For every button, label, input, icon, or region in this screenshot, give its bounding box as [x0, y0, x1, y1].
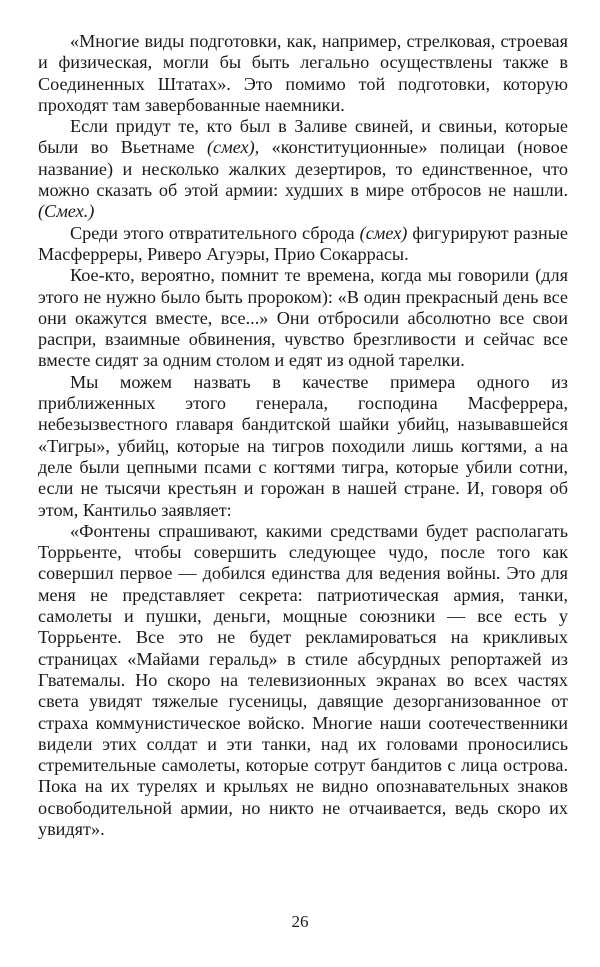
paragraph-text: Кое-кто, вероятно, помнит те времена, когда мы говорили (для этого не нужно было быть пророком): «В один прекрасный день все они окажутся вместе, все...» Они отбросили абсолютно все свои распри, взаимные обвинения, чувство брезгливости и сейчас все вместе сидят за одним столом и едят из одной тарелки. — [38, 265, 568, 371]
paragraph-text: «Фонтены спрашивают, какими средствами будет располагать Торрьенте, чтобы совершить следующее чудо, после того как совершил первое — добился единства для ведения войны. Это для меня не представляет секрета: патриотическая армия, танки, самолеты и пушки, деньги, мощные союзники — все есть у Торрьенте. Все это не будет рекламироваться на крикливых страницах «Майами геральд» в стиле абсурдных репортажей из Гватемалы. Но скоро на телевизионных экранах во всех частях света увидят тяжелые гусеницы, давящие дезорганизованное от страха коммунистическое войско. Многие наши соотечественники видели этих солдат и эти танки, над их головами проносились стремительные самолеты, которые сотрут бандитов с лица острова. Пока на их турелях и крыльях не видно опознавательных знаков освободительной армии, но никто не отчаивается, ведь скоро их увидят». — [38, 520, 568, 839]
paragraph-text: Среди этого отвратительного сброда — [70, 222, 360, 243]
paragraph-text: Если придут те, кто был в Заливе свиней, и свиньи, которые были во Вьетнаме — [38, 116, 568, 158]
paragraph-text: «конституционные» полицаи (новое название) и несколько жалких дезертиров, то единственное, что можно сказать об этой армии: худших в мире отбросов не нашли. — [38, 137, 568, 201]
page-number: 26 — [291, 912, 309, 931]
paragraph-text: фигурируют разные Масферреры, Риверо Агуэры, Прио Сокаррасы. — [38, 222, 568, 264]
paragraph — [38, 265, 568, 371]
stage-direction: (Смех.) — [38, 201, 95, 222]
paragraph — [38, 31, 568, 116]
paragraph-text: Мы можем назвать в качестве примера одного из приближенных этого генерала, господина Масферрера, небезызвестного главаря бандитской шайки убийц, называвшейся «Тигры», убийц, которые на тигров походили лишь когтями, а на деле были цепными псами с когтями тигра, которые убили сотни, если не тысячи крестьян и горожан в нашей стране. И, говоря об этом, Кантильо заявляет: — [38, 371, 568, 520]
stage-direction: (смех), — [206, 137, 260, 158]
paragraph — [38, 372, 568, 521]
paragraph-text: «Многие виды подготовки, как, например, стрелковая, строевая и физическая, могли бы быть легально осуществлены также в Соединенных Штатах». Это помимо той подготовки, которую проходят там завербованные наемники. — [38, 31, 568, 115]
paragraph — [38, 116, 568, 222]
stage-direction: (смех) — [359, 222, 408, 243]
paragraph — [38, 223, 568, 266]
document-body — [38, 31, 568, 840]
paragraph — [38, 521, 568, 840]
